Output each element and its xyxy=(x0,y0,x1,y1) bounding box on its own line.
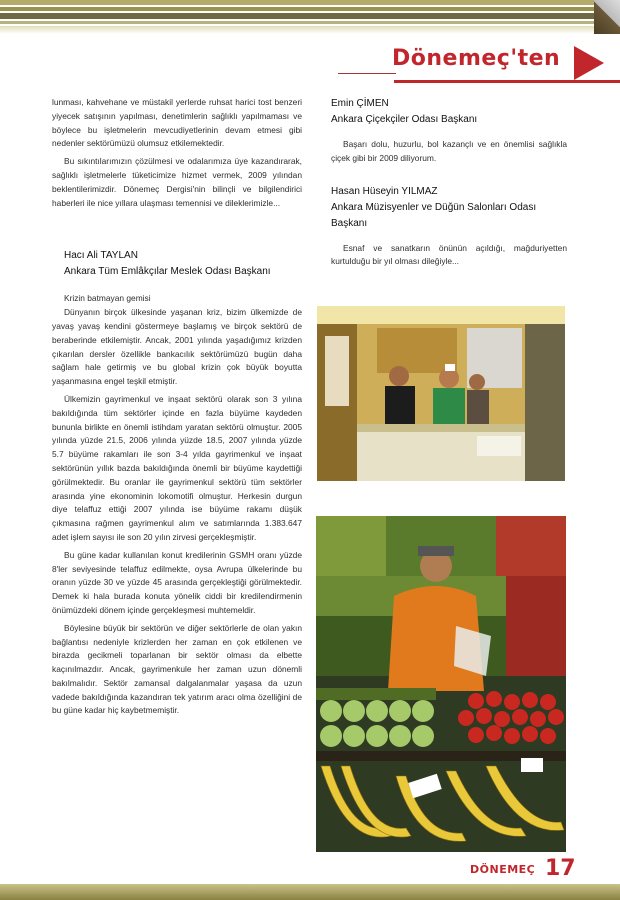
left-column xyxy=(52,96,302,722)
person-org: Ankara Müzisyenler ve Düğün Salonları Odası Başkanı xyxy=(331,201,537,229)
shop-counter-photo xyxy=(317,306,565,481)
produce-vendor-photo xyxy=(316,516,566,852)
right-column xyxy=(331,96,567,273)
body-paragraph: Böylesine büyük bir sektörün ve diğer sektörlerle de olan yakın bağlantısı nedeniyle krizlerden her zaman en çok etkilenen ve birazda gecikmeli toparlanan bir sektör olması da elbette kaçınılmazdır. Ancak, gayrimenkule her zaman uzun dönemli bakılmalıdır. Sektör zamansal dalgalanmalar yaşasa da uzun vadede bakıldığında kazandıran tek yatırım aracı olma özelliğini de bu güne kadar hiç kaybetmemiştir. xyxy=(52,622,302,716)
body-paragraph: Dünyanın birçok ülkesinde yaşanan kriz, bizim ülkemizde de yavaş yavaş kendini göstermeye başlamış ve birçok sektörü de beraberinde etkilemiştir. Ancak, 2001 yılında yaşadığımız krizden çıkarılan dersler özellikle bankacılık sektörümüzü bugün daha sağlam hale getirmiş ve bu global krizin çok büyük boyutta yaşanmasına engel teşkil etmiştir. xyxy=(52,307,302,387)
page-footer xyxy=(0,856,620,900)
footer-band xyxy=(0,884,620,900)
footer-brand: DÖNEMEÇ xyxy=(470,863,536,876)
person-name: Emin ÇİMEN xyxy=(331,98,389,109)
person-org: Ankara Tüm Emlâkçılar Meslek Odası Başkanı xyxy=(64,266,271,278)
section-header xyxy=(338,40,620,88)
wish-text: Esnaf ve sanatkarın önünün açıldığı, mağduriyetten kurtulduğu bir yıl olması dileğiyle... xyxy=(331,242,567,267)
header-rule xyxy=(338,73,396,74)
page-curl-graphic xyxy=(594,0,620,34)
body-paragraph: Ülkemizin gayrimenkul ve inşaat sektörü olarak son 3 yılına bakıldığında tüm sektörler içinde en fazla büyüme kaydeden bununla birlikte en önemli istihdam yaratan sektörü olmuştur. 2005 yılında yüzde 21.5, 2006 yılında yüzde 18.5, 2007 yılında yüzde 5.7 büyüme rakamları ile son 3-4 yılda gayrimenkul ve inşaat sektörünün yıllık bazda bakıldığında önemli bir büyüme kaydettiği görülmektedir. Bu oranlar ile gayrimenkul sektörü tüm sektörler arasında yine ekonominin lokomotifi olmuştur. Herkesin durgun diye telaffuz ettiği 2007 yılında ise büyüme rakamı düşük çıkmasına rağmen gayrimenkul alım ve satımlarında 1.383.647 adet işlem sayısı ile son 20 yılın zirvesi gerçekleşmiştir. xyxy=(52,393,302,542)
person-org: Ankara Çiçekçiler Odası Başkanı xyxy=(331,114,478,125)
wish-text: Başarı dolu, huzurlu, bol kazançlı ve en önemlisi sağlıkla çiçek gibi bir 2009 diliyorum. xyxy=(331,139,567,163)
header-arrow-icon xyxy=(574,46,604,80)
intro-paragraph: Bu sıkıntılarımızın çözülmesi ve odalarımıza üye kazandırarak, sağlıklı işletmelerle tüketicimize hizmet vermek, 2009 yılından beklentilerimizdir. Dönemeç Dergisi'nin bilinçli ve bilgilendirici haberleri ile nice yıllara ulaşması temennisi ve dileklerimizle... xyxy=(52,156,302,208)
person-name: Hacı Ali TAYLAN xyxy=(64,250,138,262)
body-paragraph: Bu güne kadar kullanılan konut kredilerinin GSMH oranı yüzde 8'ler seviyesinde telaffuz edilmekte, oysa Avrupa ülkelerinde bu oranın yüzde 30 ve yüzde 45 arasında gerçekleştiği görülmektedir. Demek ki hala burada konuta yönelik ciddi bir kredilendirmenin önümüzdeki dönem içinde gerçekleşmesi muhtemeldir. xyxy=(52,549,302,615)
section-title: Dönemeç'ten xyxy=(392,46,561,71)
page-number: 17 xyxy=(545,856,576,881)
subheading: Krizin batmayan gemisi xyxy=(64,293,151,304)
intro-paragraph: lunması, kahvehane ve müstakil yerlerde ruhsat harici tost benzeri yiyecek satışının yapılması, denetimlerin sağlıklı yapılmaması ve böylece bu işletmelerin mevcudiyetlerinin devam etmesi gibi nedenler sektörümüzü olumsuz etkilemektedir. xyxy=(52,97,302,149)
person-name: Hasan Hüseyin YILMAZ xyxy=(331,185,438,197)
top-decorative-band xyxy=(0,0,620,34)
header-underline xyxy=(394,80,620,83)
